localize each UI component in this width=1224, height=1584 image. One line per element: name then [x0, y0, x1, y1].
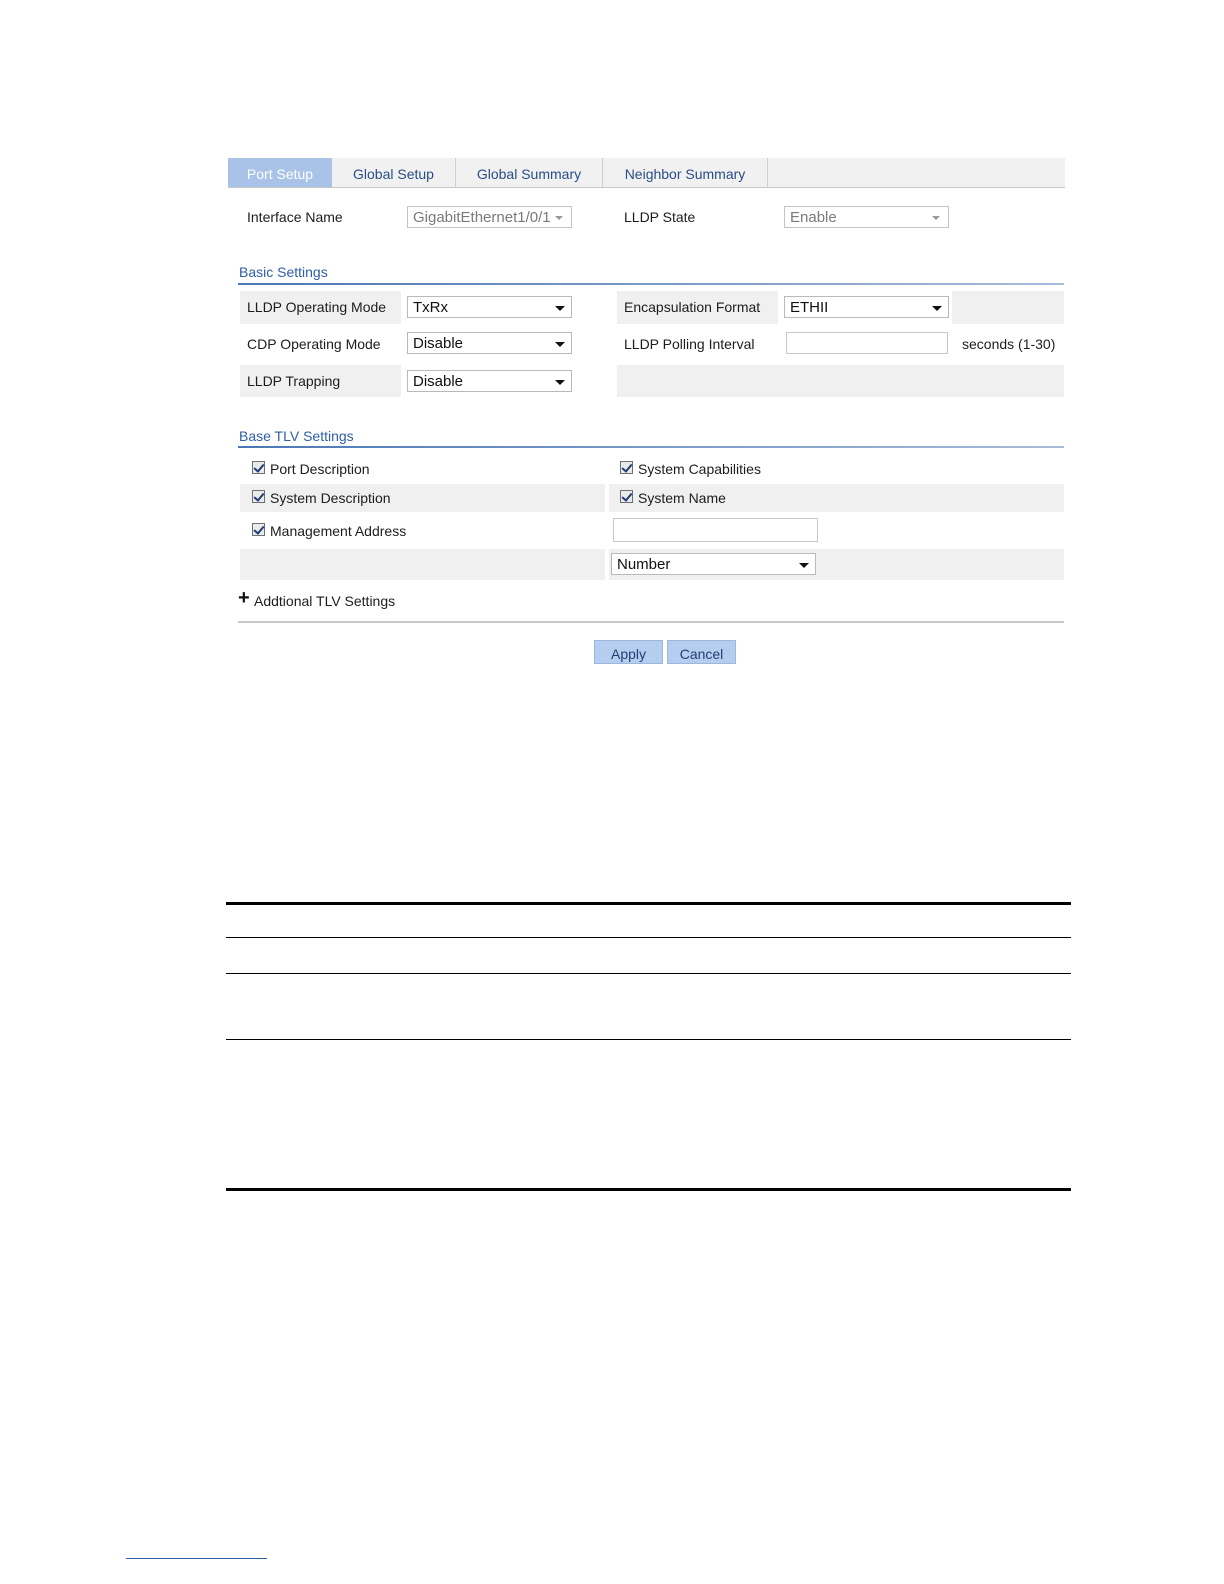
- additional-tlv-link[interactable]: Addtional TLV Settings: [254, 593, 396, 609]
- interface-name-select[interactable]: [407, 206, 572, 228]
- encap-label: Encapsulation Format: [624, 299, 761, 315]
- tab-neighbor-summary[interactable]: Neighbor Summary: [624, 166, 746, 182]
- lldp-mode-label: LLDP Operating Mode: [247, 299, 387, 315]
- management-address-label: Management Address: [270, 523, 407, 539]
- cdp-mode-select[interactable]: [407, 332, 572, 354]
- cdp-mode-label: CDP Operating Mode: [247, 336, 381, 352]
- apply-button[interactable]: Apply: [594, 640, 663, 664]
- system-name-label: System Name: [638, 490, 726, 506]
- system-description-checkbox[interactable]: [252, 490, 265, 503]
- lldp-state-select[interactable]: [784, 206, 949, 228]
- tab-port-setup[interactable]: Port Setup: [228, 158, 332, 187]
- table-bottom-rule: [226, 1188, 1071, 1191]
- lldp-mode-select[interactable]: [407, 296, 572, 318]
- plus-icon[interactable]: +: [238, 587, 250, 609]
- chevron-down-icon: [555, 216, 563, 220]
- table-top-rule: [226, 902, 1071, 905]
- chevron-down-icon: [555, 380, 565, 385]
- trapping-label: LLDP Trapping: [247, 373, 341, 389]
- system-capabilities-label: System Capabilities: [638, 461, 761, 477]
- table-rule: [226, 937, 1071, 938]
- chevron-down-icon: [932, 306, 942, 311]
- row-shade: [952, 291, 1064, 324]
- form-divider: [238, 621, 1064, 623]
- lldp-mode-value: TxRx: [413, 299, 448, 316]
- system-capabilities-checkbox[interactable]: [620, 461, 633, 474]
- management-address-type-select[interactable]: [611, 553, 816, 575]
- polling-label: LLDP Polling Interval: [624, 336, 755, 352]
- chevron-down-icon: [932, 216, 940, 220]
- encap-select[interactable]: [784, 296, 949, 318]
- port-description-checkbox[interactable]: [252, 461, 265, 474]
- section-divider: [238, 446, 1064, 448]
- footnote-rule: [126, 1558, 267, 1559]
- management-address-input[interactable]: [613, 518, 818, 542]
- row-shade: [240, 549, 605, 580]
- table-rule: [226, 1039, 1071, 1040]
- encap-value: ETHII: [790, 299, 829, 316]
- lldp-state-label: LLDP State: [624, 209, 696, 225]
- tab-global-setup[interactable]: Global Setup: [353, 166, 434, 182]
- management-address-type-value: Number: [617, 556, 671, 573]
- table-rule: [226, 973, 1071, 974]
- interface-name-value: GigabitEthernet1/0/1: [413, 209, 551, 226]
- chevron-down-icon: [555, 342, 565, 347]
- cdp-mode-value: Disable: [413, 335, 464, 352]
- tab-separator: [767, 158, 768, 187]
- tab-bar: [228, 158, 1065, 188]
- row-shade: [617, 365, 1064, 397]
- trapping-select[interactable]: [407, 370, 572, 392]
- management-address-checkbox[interactable]: [252, 523, 265, 536]
- basic-settings-title: Basic Settings: [239, 264, 328, 280]
- section-divider: [238, 283, 1064, 285]
- chevron-down-icon: [555, 306, 565, 311]
- port-description-label: Port Description: [270, 461, 370, 477]
- system-name-checkbox[interactable]: [620, 490, 633, 503]
- chevron-down-icon: [799, 563, 809, 568]
- cancel-button[interactable]: Cancel: [667, 640, 736, 664]
- tab-global-summary[interactable]: Global Summary: [476, 166, 582, 182]
- polling-input[interactable]: [786, 332, 948, 354]
- system-description-label: System Description: [270, 490, 391, 506]
- polling-unit: seconds (1-30): [962, 336, 1056, 352]
- base-tlv-title: Base TLV Settings: [239, 428, 354, 444]
- interface-name-label: Interface Name: [247, 209, 343, 225]
- lldp-state-value: Enable: [790, 209, 837, 226]
- trapping-value: Disable: [413, 373, 464, 390]
